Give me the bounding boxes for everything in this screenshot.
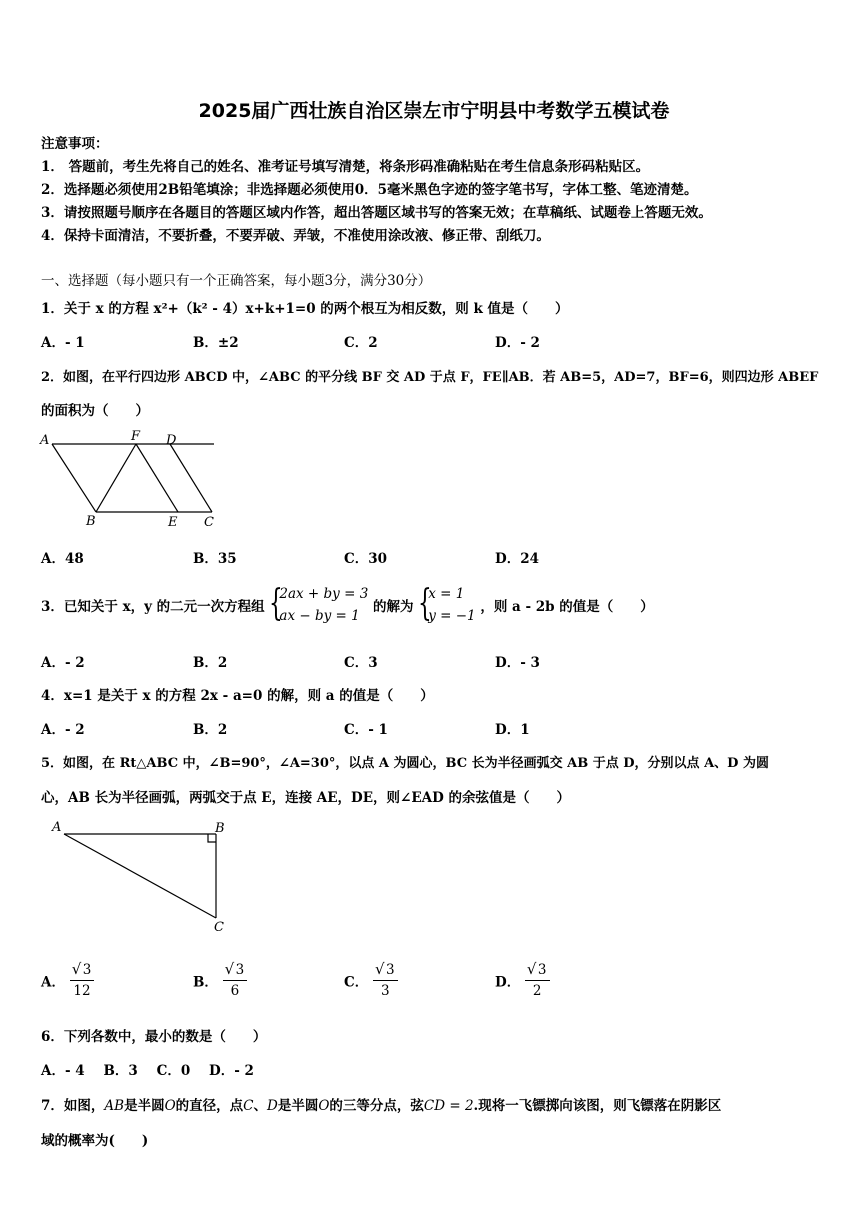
q3-option-b: B．2 <box>193 655 228 671</box>
q3-stem-middle: 的解为 <box>373 599 414 615</box>
q7-text-b: 是半圆 <box>124 1098 165 1114</box>
question-3-stem <box>41 583 654 627</box>
q4-option-c: C．- 1 <box>344 722 388 738</box>
q7-math-o1: O <box>164 1098 176 1114</box>
q2-option-c: C．30 <box>344 551 388 567</box>
q5-option-b-label: B． <box>193 974 218 991</box>
right-triangle-figure <box>48 816 238 936</box>
fig2-label-e: E <box>168 515 178 530</box>
q6-options: A．- 4 B．3 C．0 D．- 2 <box>41 1063 254 1079</box>
q5-option-c <box>344 960 398 1001</box>
sqrt-icon: √ 3 <box>226 962 245 978</box>
q3-solution-system <box>418 583 475 627</box>
q5-option-d-label: D． <box>495 974 521 991</box>
fig2-label-b: B <box>86 514 96 529</box>
question-7-stem-line1 <box>41 1094 721 1114</box>
q5-option-a-label: A． <box>41 974 65 991</box>
q5-option-b-denominator: 6 <box>230 983 240 999</box>
q3-system1-eq1: 2ax + by = 3 <box>279 586 369 602</box>
q7-text-a: 7．如图， <box>41 1098 105 1114</box>
q7-text-c: 的直径，点 <box>175 1098 244 1114</box>
q5-option-c-label: C． <box>344 974 369 991</box>
question-1-stem: 1．关于 x 的方程 x²+（k² - 4）x+k+1=0 的两个根互为相反数，则 k 值是（ ） <box>41 301 569 317</box>
fig2-label-f: F <box>131 429 141 444</box>
question-6-stem: 6．下列各数中，最小的数是（ ） <box>41 1029 267 1045</box>
fig5-label-b: B <box>215 821 225 836</box>
q7-text-e: 是半圆 <box>277 1098 319 1114</box>
brace-icon: { <box>418 583 432 624</box>
q2-option-d: D．24 <box>495 551 539 567</box>
q5-option-c-fraction <box>373 960 398 1001</box>
notice-item-1: 1． 答题前，考生先将自己的姓名、准考证号填写清楚，将条形码准确粘贴在考生信息条形码粘贴区。 <box>41 159 650 175</box>
q1-option-c: C．2 <box>344 335 378 351</box>
sqrt-icon: √ 3 <box>73 962 92 978</box>
brace-icon: { <box>269 583 284 624</box>
q3-option-a: A．- 2 <box>41 655 85 671</box>
notice-item-3: 3．请按照题号顺序在各题目的答题区域内作答，超出答题区域书写的答案无效；在草稿纸、试题卷上答题无效。 <box>41 205 712 221</box>
q7-math-ab: AB <box>104 1098 125 1114</box>
fig2-label-c: C <box>204 515 214 530</box>
question-2-stem-line2: 的面积为（ ） <box>41 403 149 419</box>
sqrt-icon: √ 3 <box>376 962 395 978</box>
q3-stem-before: 3．已知关于 x，y 的二元一次方程组 <box>41 599 265 615</box>
q3-system2-eq2: y = −1 <box>428 608 476 624</box>
q7-text-f: 的三等分点，弦 <box>329 1098 424 1114</box>
fig2-label-d: D <box>166 433 177 448</box>
q1-option-b: B．±2 <box>193 335 239 351</box>
q3-equation-system <box>269 583 368 627</box>
q7-math-d: D <box>267 1098 278 1114</box>
question-7-stem-line2: 域的概率为( ) <box>41 1133 149 1149</box>
q5-option-a <box>41 960 94 1001</box>
q3-option-c: C．3 <box>344 655 378 671</box>
q7-text-d: 、 <box>253 1098 267 1114</box>
q5-option-c-denominator: 3 <box>380 983 390 999</box>
fig5-label-a: A <box>52 820 62 835</box>
q5-option-a-denominator: 12 <box>73 983 91 999</box>
q5-option-b <box>193 960 247 1001</box>
fig2-label-a: A <box>40 433 50 448</box>
parallelogram-figure <box>38 428 228 532</box>
question-5-stem-line2: 心，AB 长为半径画弧，两弧交于点 E，连接 AE，DE，则∠EAD 的余弦值是（ ） <box>41 790 571 806</box>
q4-option-b: B．2 <box>193 722 228 738</box>
q7-math-c: C <box>243 1098 254 1114</box>
section-heading: 一、选择题（每小题只有一个正确答案，每小题3分，满分30分） <box>41 273 432 289</box>
q4-option-d: D．1 <box>495 722 530 738</box>
notice-item-4: 4．保持卡面清洁，不要折叠，不要弄破、弄皱，不准使用涂改液、修正带、刮纸刀。 <box>41 228 550 244</box>
q5-option-d <box>495 960 550 1001</box>
q3-stem-after: ，则 a - 2b 的值是（ ） <box>480 599 654 615</box>
q7-math-cd: CD = 2 <box>423 1098 474 1114</box>
notice-heading: 注意事项： <box>41 136 109 152</box>
q5-option-d-fraction <box>525 960 550 1001</box>
question-5-stem-line1: 5．如图，在 Rt△ABC 中，∠B=90°，∠A=30°，以点 A 为圆心，BC 长为半径画弧交 AB 于点 D，分别以点 A、D 为圆 <box>41 756 769 771</box>
q3-system1-eq2: ax − by = 1 <box>279 608 360 624</box>
q2-option-a: A．48 <box>41 551 84 567</box>
fig5-label-c: C <box>214 920 224 935</box>
q1-option-a: A．- 1 <box>41 335 85 351</box>
page-title: 2025届广西壮族自治区崇左市宁明县中考数学五模试卷 <box>198 100 670 122</box>
question-2-stem-line1: 2．如图，在平行四边形 ABCD 中，∠ABC 的平分线 BF 交 AD 于点 F，FE∥AB．若 AB=5，AD=7，BF=6，则四边形 ABEF <box>41 370 819 385</box>
q2-option-b: B．35 <box>193 551 237 567</box>
q7-text-g: .现将一飞镖掷向该图，则飞镖落在阴影区 <box>473 1098 722 1114</box>
q3-system2-eq1: x = 1 <box>428 586 465 602</box>
q1-option-d: D．- 2 <box>495 335 540 351</box>
question-4-stem: 4．x=1 是关于 x 的方程 2x - a=0 的解，则 a 的值是（ ） <box>41 688 434 704</box>
q3-option-d: D．- 3 <box>495 655 540 671</box>
sqrt-icon: √ 3 <box>528 962 547 978</box>
q4-option-a: A．- 2 <box>41 722 85 738</box>
q5-option-d-denominator: 2 <box>532 983 542 999</box>
q7-math-o2: O <box>318 1098 330 1114</box>
q5-option-b-fraction <box>223 960 248 1001</box>
notice-item-2: 2．选择题必须使用2B铅笔填涂；非选择题必须使用0．5毫米黑色字迹的签字笔书写，字体工整、笔迹清楚。 <box>41 182 698 198</box>
q5-option-a-fraction <box>70 960 95 1001</box>
